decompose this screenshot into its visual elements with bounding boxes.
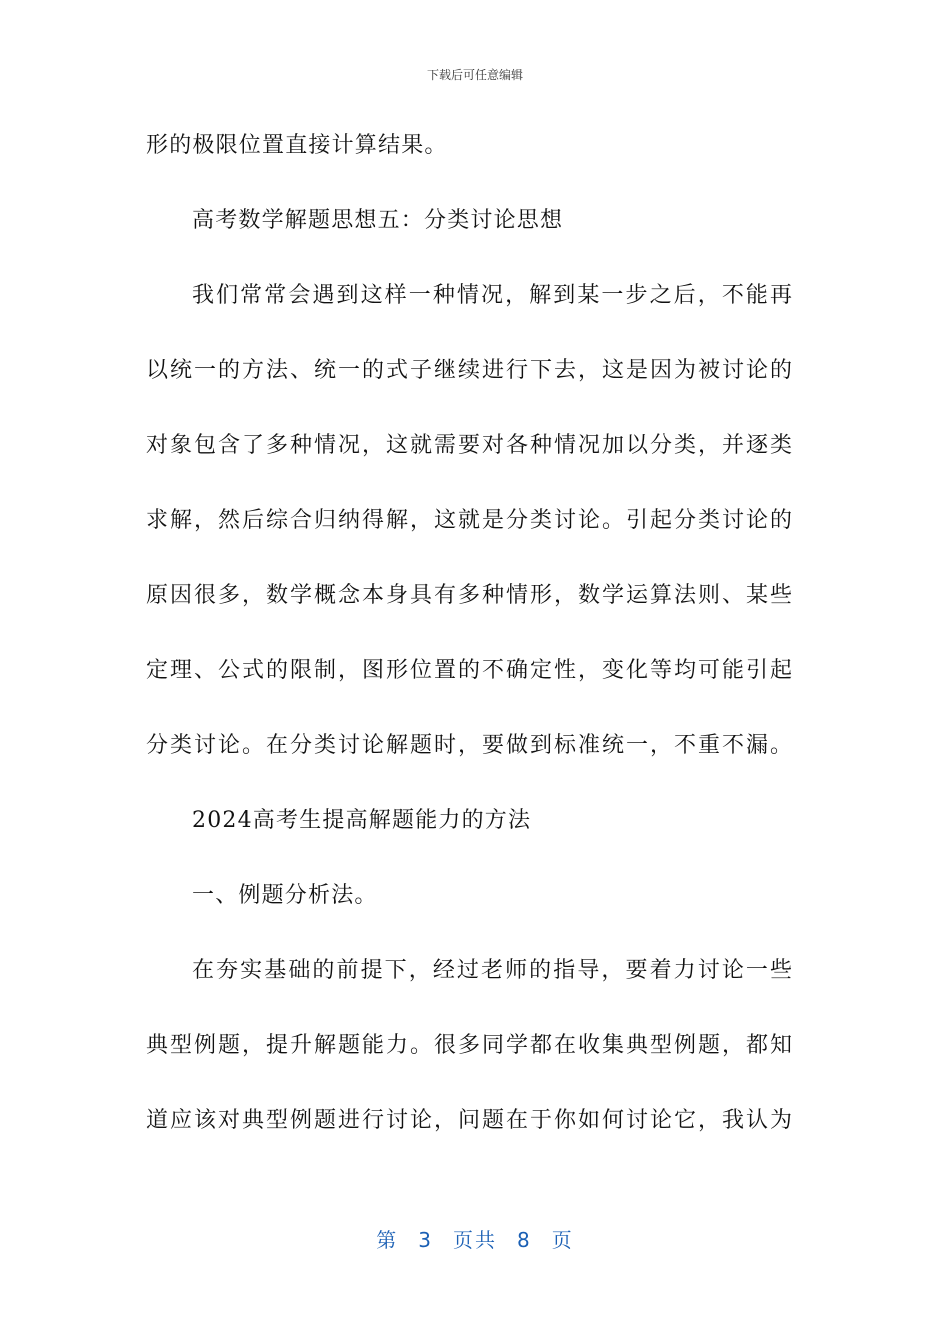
- footer-current-page: 3: [418, 1228, 433, 1252]
- document-body: [146, 120, 792, 1170]
- section-heading: 2024高考生提高解题能力的方法: [192, 808, 532, 833]
- footer-middle: 页共: [453, 1228, 497, 1252]
- text-line: 典型例题，提升解题能力。很多同学都在收集典型例题，都知: [146, 1033, 792, 1058]
- text-line: 求解，然后综合归纳得解，这就是分类讨论。引起分类讨论的: [146, 508, 792, 533]
- text-line: 定理、公式的限制，图形位置的不确定性，变化等均可能引起: [146, 658, 792, 683]
- text-line: 我们常常会遇到这样一种情况，解到某一步之后，不能再: [192, 283, 792, 308]
- page-footer: [0, 1224, 950, 1253]
- text-line: 形的极限位置直接计算结果。: [146, 133, 448, 158]
- text-line: 以统一的方法、统一的式子继续进行下去，这是因为被讨论的: [146, 358, 792, 383]
- footer-total-pages: 8: [517, 1228, 532, 1252]
- subsection-heading: 一、例题分析法。: [192, 883, 378, 908]
- text-line: 分类讨论。在分类讨论解题时，要做到标准统一，不重不漏。: [146, 733, 792, 758]
- text-line: 对象包含了多种情况，这就需要对各种情况加以分类，并逐类: [146, 433, 792, 458]
- page-header-note: 下载后可任意编辑: [426, 68, 523, 82]
- section-heading: 高考数学解题思想五：分类讨论思想: [192, 208, 564, 233]
- footer-suffix: 页: [551, 1228, 574, 1252]
- footer-prefix: 第: [376, 1228, 399, 1252]
- text-line: 道应该对典型例题进行讨论，问题在于你如何讨论它，我认为: [146, 1108, 792, 1133]
- text-line: 原因很多，数学概念本身具有多种情形，数学运算法则、某些: [146, 583, 792, 608]
- text-line: 在夯实基础的前提下，经过老师的指导，要着力讨论一些: [192, 958, 792, 983]
